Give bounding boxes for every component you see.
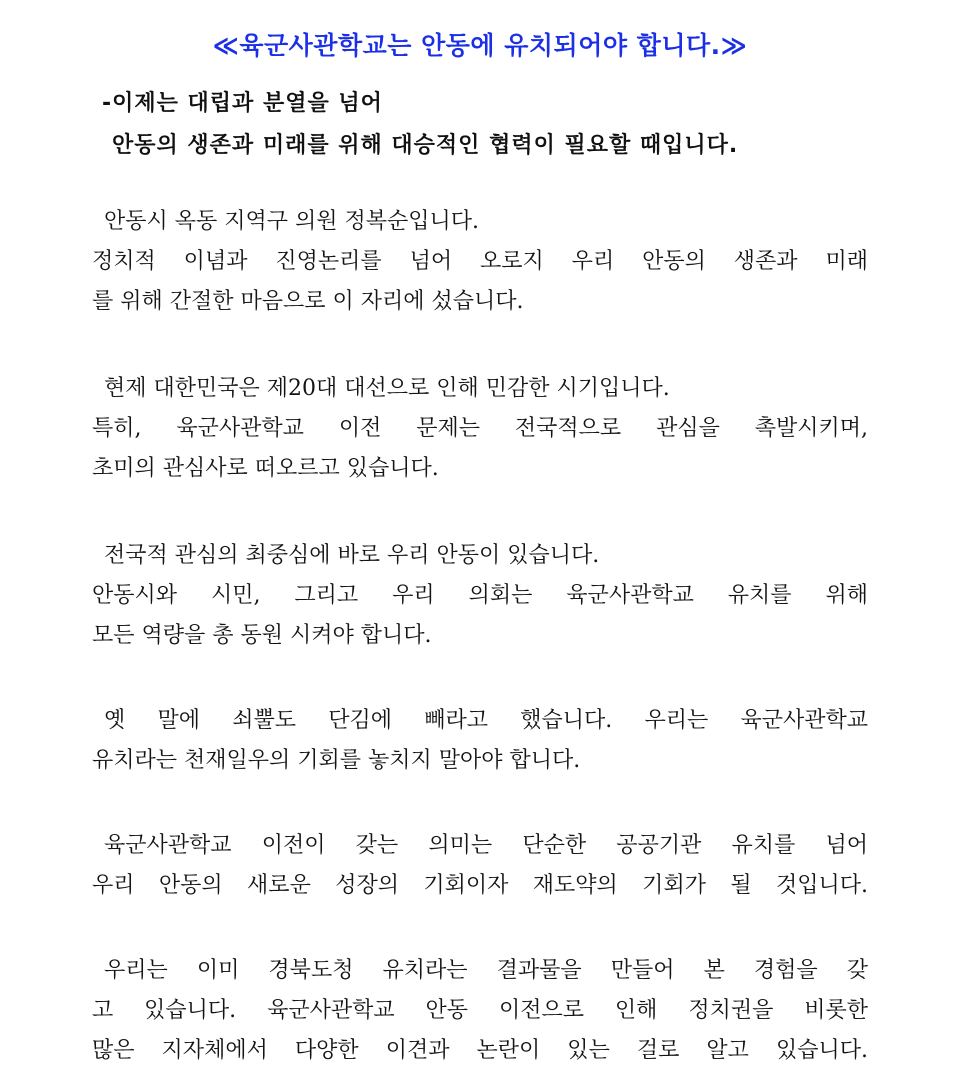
paragraph-line: 현제 대한민국은 제20대 대선으로 인해 민감한 시기입니다. — [104, 376, 670, 401]
paragraph-line: 전국적 관심의 최중심에 바로 우리 안동이 있습니다. — [104, 543, 600, 568]
paragraph-line: 안동시 옥동 지역구 의원 정복순입니다. — [104, 209, 479, 234]
paragraph-line: 특히, 육군사관학교 이전 문제는 전국적으로 관심을 촉발시키며, — [92, 416, 868, 441]
paragraph-line: 많은 지자체에서 다양한 이견과 논란이 있는 걸로 알고 있습니다. — [92, 1038, 868, 1063]
paragraph-2 — [92, 369, 868, 489]
paragraph-6 — [92, 951, 868, 1071]
paragraph-1 — [92, 202, 868, 322]
document-title: ≪육군사관학교는 안동에 유치되어야 합니다.≫ — [212, 31, 748, 60]
paragraph-line: 고 있습니다. 육군사관학교 안동 이전으로 인해 정치권을 비롯한 — [92, 998, 868, 1023]
subtitle-line-1: -이제는 대립과 분열을 넘어 — [102, 91, 383, 116]
paragraph-line: 육군사관학교 이전이 갖는 의미는 단순한 공공기관 유치를 넘어 — [104, 833, 868, 858]
paragraph-4 — [92, 701, 868, 781]
paragraph-line: 초미의 관심사로 떠오르고 있습니다. — [92, 456, 439, 481]
paragraph-line: 를 위해 간절한 마음으로 이 자리에 섰습니다. — [92, 289, 524, 314]
paragraph-3 — [92, 536, 868, 656]
paragraph-line: 안동시와 시민, 그리고 우리 의회는 육군사관학교 유치를 위해 — [92, 583, 868, 608]
paragraph-line: 정치적 이념과 진영논리를 넘어 오로지 우리 안동의 생존과 미래 — [92, 249, 868, 274]
paragraph-line: 우리 안동의 새로운 성장의 기회이자 재도약의 기회가 될 것입니다. — [92, 873, 868, 898]
paragraph-line: 유치라는 천재일우의 기회를 놓치지 말아야 합니다. — [92, 748, 581, 773]
paragraph-line: 모든 역량을 총 동원 시켜야 합니다. — [92, 623, 432, 648]
paragraph-line: 옛 말에 쇠뿔도 단김에 빼라고 했습니다. 우리는 육군사관학교 — [104, 708, 868, 733]
subtitle-line-2: 안동의 생존과 미래를 위해 대승적인 협력이 필요할 때입니다. — [112, 133, 739, 158]
paragraph-5 — [92, 826, 868, 906]
paragraph-line: 우리는 이미 경북도청 유치라는 결과물을 만들어 본 경험을 갖 — [104, 958, 868, 983]
